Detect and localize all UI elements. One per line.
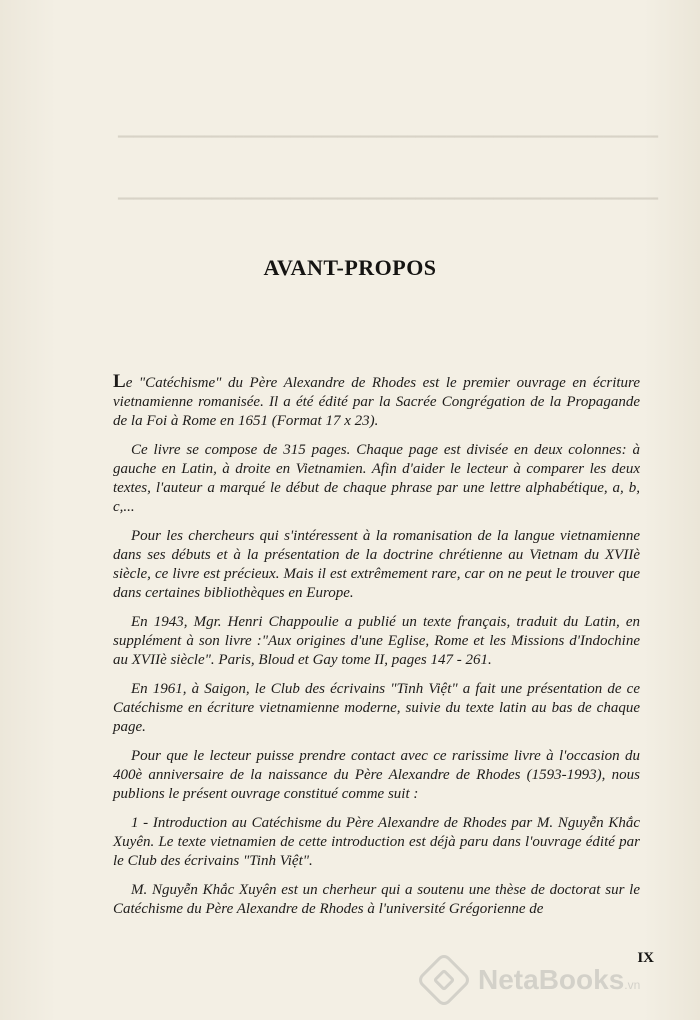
paragraph: En 1943, Mgr. Henri Chappoulie a publié un texte français, traduit du Latin, en supplément à son livre :"Aux origines d'une Eglise, Rome et les Missions d'Indochine au XVIIè siècle". Paris, Bloud et Gay tome II, pages 147 - 261. <box>113 614 640 668</box>
page-title: AVANT-PROPOS <box>263 255 437 280</box>
watermark <box>418 952 688 1008</box>
paragraph: 1 - Introduction au Catéchisme du Père Alexandre de Rhodes par M. Nguyễn Khắc Xuyên. Le texte vietnamien de cette introduction est déjà paru dans l'ouvrage édité par le Club des écrivains "Tinh Việt". <box>113 815 640 869</box>
watermark-text: NetaBooks.vn <box>478 964 641 995</box>
paragraph: Pour les chercheurs qui s'intéressent à la romanisation de la langue vietnamienne dans ses débuts et à la présentation de la doctrine chrétienne au Vietnam du XVIIè siècle, ce livre est précieux. Mais il est extrêmement rare, car on ne peut le trouver que dans certaines bibliothèques en Europe. <box>113 528 640 601</box>
page-number: IX <box>637 950 654 966</box>
paragraph: Ce livre se compose de 315 pages. Chaque page est divisée en deux colonnes: à gauche en Latin, à droite en Vietnamien. Afin d'aider le lecteur à comparer les deux textes, l'auteur a marqué le début de chaque phrase par une lettre alphabétique, a, b, c,... <box>113 442 640 515</box>
bleed-through-text: ━━━━━━━━━━━━━━━━━━━━━━━━━━━━━━━━━━━━━━━━━━━━━━━━━━━━━━━━━━━━━━━━━━━━━ <box>118 129 659 144</box>
bleed-through-text: ━━━━━━━━━━━━━━━━━━━━━━━━━━━━━━━━━━━━━━━━━━━━━━━━━━━━━━━━━━━━━━━━━━━━━ <box>118 191 659 206</box>
paragraph: M. Nguyễn Khắc Xuyên est un cherheur qui a soutenu une thèse de doctorat sur le Catéchisme du Père Alexandre de Rhodes à l'université Grégorienne de <box>113 882 640 917</box>
body-text <box>113 372 640 929</box>
paragraph: Le "Catéchisme" du Père Alexandre de Rhodes est le premier ouvrage en écriture vietnamienne romanisée. Il a été édité par la Sacrée Congrégation de la Propagande de la Foi à Rome en 1651 (Format 17 x 23). <box>113 371 640 429</box>
netabooks-logo-icon <box>416 952 473 1009</box>
drop-cap: L <box>113 371 126 392</box>
paragraph: Pour que le lecteur puisse prendre contact avec ce rarissime livre à l'occasion du 400è anniversaire de la naissance du Père Alexandre de Rhodes (1593-1993), nous publions le présent ouvrage constitué comme suit : <box>113 748 640 802</box>
paragraph: En 1961, à Saigon, le Club des écrivains "Tinh Việt" a fait une présentation de ce Catéchisme en écriture vietnamienne moderne, suivie du texte latin au bas de chaque page. <box>113 681 640 735</box>
